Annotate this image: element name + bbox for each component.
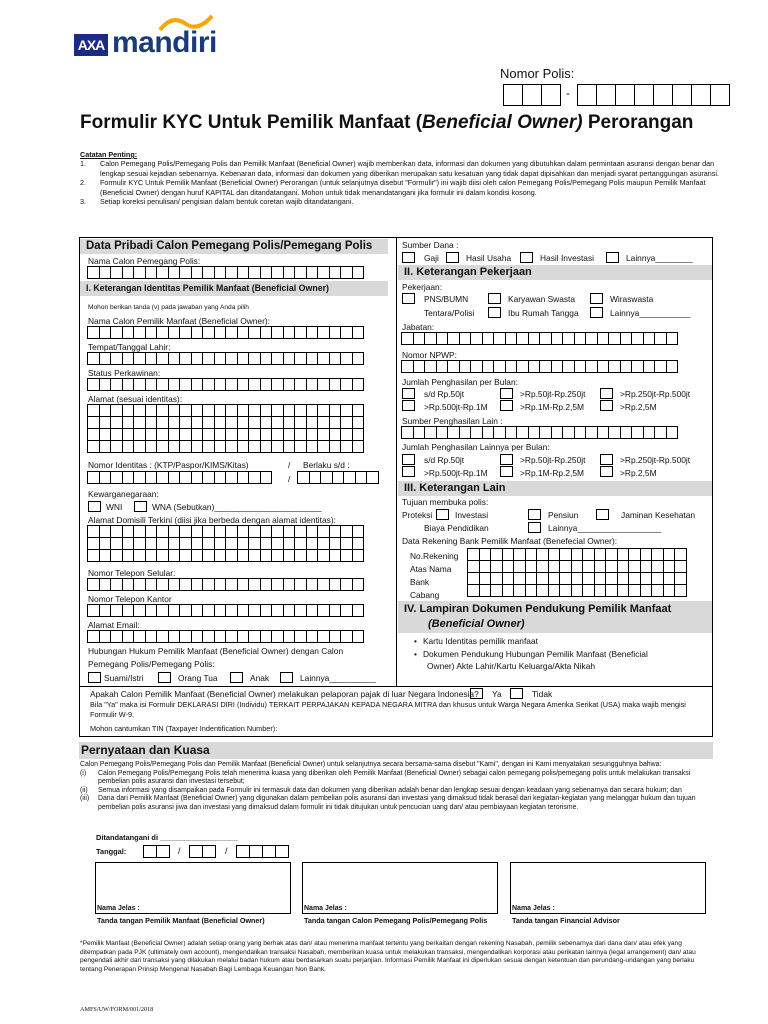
- date-label: Tanggal:: [96, 847, 127, 856]
- section-3-heading: III. Keterangan Lain: [398, 481, 712, 496]
- education-checkbox[interactable]: [528, 522, 541, 533]
- id-slash-2: /: [288, 474, 291, 484]
- name-label-1: Nama Jelas :: [97, 905, 140, 912]
- policy-number-separator: -: [566, 86, 570, 100]
- attachment-support-doc: [414, 649, 648, 659]
- other-income-6-checkbox[interactable]: [600, 466, 613, 477]
- protection-label: Proteksi: [402, 510, 433, 520]
- other-income-5-label: >Rp.1M-Rp.2,5M: [520, 468, 584, 478]
- relationship-label-2: Pemegang Polis/Pemegang Polis:: [88, 659, 215, 669]
- date-sep-1: /: [178, 846, 181, 856]
- signature-caption-1: Tanda tangan Pemilik Manfaat (Beneficial Owner): [97, 916, 265, 925]
- branch-label: Cabang: [410, 590, 440, 600]
- other-income-6-label: >Rp.2,5M: [620, 468, 657, 478]
- other-income-source-label: Sumber Penghasilan Lain :: [402, 416, 503, 426]
- income-6-label: >Rp.2,5M: [620, 402, 657, 412]
- page-title: Formulir KYC Untuk Pemilik Manfaat (Beneficial Owner) Perorangan: [80, 112, 694, 133]
- other-occupation-label: Lainnya___________: [610, 308, 691, 318]
- other-relationship-label: Lainnya__________: [300, 673, 376, 683]
- income-6-checkbox[interactable]: [600, 400, 613, 411]
- position-label: Jabatan:: [402, 322, 435, 332]
- marital-status-label: Status Perkawinan:: [88, 368, 161, 378]
- parent-checkbox[interactable]: [158, 672, 171, 683]
- spouse-label: Suami/Istri: [104, 673, 144, 683]
- section-1-heading: I. Keterangan Identitas Pemilik Manfaat (Beneficial Owner): [80, 281, 388, 296]
- name-label-3: Nama Jelas :: [512, 905, 555, 912]
- income-4-checkbox[interactable]: [402, 400, 415, 411]
- attachment-support-doc-label: Dokumen Pendukung Hubungan Pemilik Manfaat (Beneficial: [422, 649, 648, 659]
- wna-checkbox[interactable]: [134, 501, 147, 512]
- other-income-2-label: >Rp.50jt-Rp.250jt: [520, 455, 586, 465]
- instruction-text: Mohon berikan tanda (v) pada jawaban yang Anda pilih: [88, 304, 249, 311]
- account-number-label: No.Rekening: [410, 551, 459, 561]
- other-income-source-input[interactable]: [402, 427, 678, 439]
- entrepreneur-label: Wiraswasta: [610, 294, 654, 304]
- attachment-support-doc-label-2: Owner) Akte Lahir/Kartu Keluarga/Akta Nikah: [427, 661, 596, 671]
- private-employee-checkbox[interactable]: [488, 293, 501, 304]
- occupation-label: Pekerjaan:: [402, 282, 443, 292]
- id-number-label: Nomor Identitas : (KTP/Paspor/KIMS/Kitas): [88, 460, 249, 470]
- domicile-label: Alamat Domisili Terkini (diisi jika berbeda dengan alamat identitas):: [88, 515, 336, 525]
- housewife-label: Ibu Rumah Tangga: [508, 308, 579, 318]
- char-box[interactable]: [366, 471, 379, 484]
- tax-yes-label: Ya: [492, 689, 502, 699]
- protection-checkbox[interactable]: [436, 509, 449, 520]
- tax-instruction-2: Formulir W-9.: [90, 710, 135, 719]
- date-month-input[interactable]: [190, 845, 216, 858]
- private-employee-label: Karyawan Swasta: [508, 294, 576, 304]
- bank-account-label: Data Rekening Bank Pemilik Manfaat (Benefecial Owner):: [402, 536, 618, 546]
- signature-caption-3: Tanda tangan Financial Advisor: [512, 916, 620, 925]
- tax-question: Apakah Calon Pemilik Manfaat (Beneficial Owner) melakukan pelaporan pajak di luar Negara Indonesia?: [90, 689, 479, 699]
- statement-heading: Pernyataan dan Kuasa: [79, 742, 713, 759]
- attachment-id-card-label: Kartu Identitas pemilik manfaat: [422, 636, 538, 646]
- beneficial-owner-name-input[interactable]: [88, 327, 364, 339]
- account-name-label: Atas Nama: [410, 564, 452, 574]
- wni-checkbox[interactable]: [88, 501, 101, 512]
- mobile-phone-input[interactable]: [88, 579, 364, 591]
- policy-number-boxes-b[interactable]: [578, 84, 730, 106]
- other-purpose-label: Lainnya__________________: [548, 523, 662, 533]
- other-income-1-checkbox[interactable]: [402, 454, 415, 465]
- other-funds-checkbox[interactable]: [606, 252, 619, 263]
- attachment-id-card: [414, 636, 538, 646]
- statement-item: (iii) Dana dari Pemilik Manfaat (Beneficial Owner) yang digunakan dalam pembelian polis asuransi dan investasi yang dimaksud tidak berasal dari kegiatan-kegiatan yang melanggar hukum dan tujuan pembelian polis asuransi jiwa dan investasi yang dimaksud dalam formulir ini tidak ditujukan untuk pencucian uang dan/ atau pembiayaan kegiatan terorisme.: [80, 795, 696, 811]
- tax-no-label: Tidak: [532, 689, 553, 699]
- axa-logo: AXA: [74, 34, 108, 56]
- other-relationship-checkbox[interactable]: [280, 672, 293, 683]
- other-income-2-checkbox[interactable]: [500, 454, 513, 465]
- tin-label: Mohon cantumkan TIN (Taxpayer Indentification Number):: [90, 724, 278, 733]
- income-4-label: >Rp.500jt-Rp.1M: [424, 402, 488, 412]
- other-income-5-checkbox[interactable]: [500, 466, 513, 477]
- beneficial-owner-name-label: Nama Calon Pemilik Manfaat (Beneficial Owner):: [88, 316, 270, 326]
- income-2-label: >Rp.50jt-Rp.250jt: [520, 389, 586, 399]
- pension-checkbox[interactable]: [596, 509, 609, 520]
- housewife-checkbox[interactable]: [590, 307, 603, 318]
- form-code: AMFS/UW/FORM/001/2018: [80, 1006, 154, 1013]
- birth-label: Tempat/Tanggal Lahir:: [88, 342, 171, 352]
- other-income-4-label: >Rp.500jt-Rp.1M: [424, 468, 488, 478]
- note-item: 3. Setiap koreksi penulisan/ pengisian dalam bentuk coretan wajib ditandatangani.: [80, 197, 354, 207]
- parent-label: Orang Tua: [178, 673, 218, 683]
- char-box[interactable]: [352, 578, 365, 591]
- important-notes: [80, 150, 720, 206]
- char-box[interactable]: [352, 266, 365, 279]
- mandiri-logo: mandiri: [112, 26, 217, 59]
- purpose-label: Tujuan membuka polis:: [402, 497, 489, 507]
- other-income-3-label: >Rp.250jt-Rp.500jt: [620, 455, 691, 465]
- note-item: 1. Calon Pemegang Polis/Pemegang Polis dan Pemilik Manfaat (Beneficial Owner) wajib memberikan data, informasi dan dokumen yang dibutuhkan dalam permintaan asuransi dengan benar dan lengkap sesuai kejadian sebenarnya. Kebenaran data, informasi dan dokumen yang diberikan merupakan satu kesatuan yang tidak dapat dipisahkan dan menjadi syarat pertanggungan asuransi.: [80, 159, 719, 178]
- position-input[interactable]: [402, 333, 678, 345]
- branch-input[interactable]: [468, 585, 687, 597]
- income-3-label: >Rp.250jt-Rp.500jt: [620, 389, 691, 399]
- education-label: Biaya Pendidikan: [424, 523, 489, 533]
- health-label: Jaminan Kesehatan: [621, 510, 696, 520]
- citizenship-label: Kewarganegaraan:: [88, 489, 159, 499]
- beneficial-owner-footnote: *Pemilik Manfaat (Beneficial Owner) adalah setiap orang yang berhak atas dan/ atau menerima manfaat tertentu yang berkaitan dengan rekening Nasabah, pemilik sebenarnya dari dana dan/ atau efek yang ditempatkan pada PJK (ultimately own account), mengendalikan transaksi Nasabah, memberikan kuasa untuk melakukan transaksi, mengendalikan korporasi atau perikatan lainnya (legal arrangement) dan/ atau pengendali akhir dari transaksi yang dilakukan melalui badan hukum atau berdasarkan suatu perjanjian. Informasi Pemilik Manfaat ini diperlukan sesuai dengan ketentuan dan perundang-undangan yang berlaku tentang Penerapan Prinsip Mengenal Nasabah Bagi Lembaga Keuangan Non Bank.: [80, 940, 696, 973]
- statement-item: (ii) Semua informasi yang disampaikan pada Formulir ini termasuk data dan dokumen yang diberikan adalah benar dan lengkap sesuai dengan keadaan yang sebenarnya dan secara hukum; dan: [80, 786, 682, 794]
- income-2-checkbox[interactable]: [500, 388, 513, 399]
- npwp-label: Nomor NPWP:: [402, 350, 457, 360]
- statement-item: (i) Calon Pemegang Polis/Pemegang Polis telah menerima kuasa yang diberikan oleh Pemilik Manfaat (Beneficial Owner) sebagai calon pemegang polis/pemegang polis untuk melakukan transaksi pembelian polis asuransi dan investasi tersebut;: [80, 769, 691, 786]
- valid-until-label: Berlaku s/d :: [303, 460, 350, 470]
- bank-label: Bank: [410, 577, 430, 587]
- email-input[interactable]: [88, 631, 364, 643]
- address-input-row[interactable]: [88, 441, 364, 453]
- notes-heading: Catatan Penting:: [80, 150, 138, 159]
- date-sep-2: /: [225, 846, 228, 856]
- investment-income-checkbox[interactable]: [520, 252, 533, 263]
- pns-label: PNS/BUMN: [424, 294, 469, 304]
- signature-caption-2: Tanda tangan Calon Pemegang Polis/Pemegang Polis: [304, 916, 488, 925]
- policy-number-boxes-a[interactable]: [504, 84, 561, 106]
- section-4-title: IV. Lampiran Dokumen Pendukung Pemilik Manfaat: [404, 603, 672, 615]
- name-label-2: Nama Jelas :: [304, 905, 347, 912]
- char-box[interactable]: [352, 630, 365, 643]
- char-box[interactable]: [352, 352, 365, 365]
- char-box[interactable]: [666, 360, 679, 373]
- monthly-income-label: Jumlah Penghasilan per Bulan:: [402, 377, 518, 387]
- char-box[interactable]: [352, 604, 365, 617]
- date-day-input[interactable]: [144, 845, 170, 858]
- section-4-heading: [398, 601, 712, 633]
- note-item: 2. Formulir KYC Untuk Pemilik Manfaat (Beneficial Owner) Perorangan (untuk selanjutnya disebut "Formulir") ini wajib diisi oleh calon Pemegang Polis/Pemegang Polis maupun Pemilik Manfaat (Beneficial Owner) dengan huruf KAPITAL dan ditandatangani. Mohon untuk tidak menandatangani jika formulir ini dalam kondisi kosong.: [80, 178, 706, 197]
- income-5-label: >Rp.1M-Rp.2,5M: [520, 402, 584, 412]
- valid-until-input[interactable]: [298, 472, 379, 484]
- spouse-checkbox[interactable]: [88, 672, 101, 683]
- investment-label: Investasi: [455, 510, 489, 520]
- char-box[interactable]: [674, 584, 687, 597]
- wna-label: WNA (Sebutkan)_______________________: [152, 502, 322, 512]
- business-income-label: Hasil Usaha: [466, 253, 512, 263]
- policy-number-label: Nomor Polis:: [500, 66, 575, 81]
- personal-data-heading: Data Pribadi Calon Pemegang Polis/Pemegang Polis: [80, 239, 388, 254]
- other-funds-label: Lainnya________: [626, 253, 693, 263]
- investment-income-label: Hasil Investasi: [540, 253, 594, 263]
- birth-input[interactable]: [88, 353, 364, 365]
- income-3-checkbox[interactable]: [600, 388, 613, 399]
- tax-yes-checkbox[interactable]: [470, 688, 483, 699]
- policy-holder-name-input[interactable]: [88, 267, 364, 279]
- section-4-subtitle: (Beneficial Owner): [428, 618, 525, 630]
- section-2-heading: II. Keterangan Pekerjaan: [398, 265, 712, 280]
- char-box[interactable]: [352, 326, 365, 339]
- address-label: Alamat (sesuai identitas):: [88, 394, 183, 404]
- salary-label: Gaji: [424, 253, 439, 263]
- id-number-input[interactable]: [88, 472, 272, 484]
- military-label: Tentara/Polisi: [424, 308, 475, 318]
- statement-text: [80, 761, 714, 813]
- policy-holder-name-label: Nama Calon Pemegang Polis:: [88, 256, 201, 266]
- npwp-input[interactable]: [402, 361, 678, 373]
- tax-no-checkbox[interactable]: [510, 688, 523, 699]
- military-checkbox[interactable]: [488, 307, 501, 318]
- income-5-checkbox[interactable]: [500, 400, 513, 411]
- business-income-checkbox[interactable]: [446, 252, 459, 263]
- salary-checkbox[interactable]: [402, 252, 415, 263]
- email-label: Alamat Email:: [88, 620, 140, 630]
- other-income-1-label: s/d Rp.50jt: [424, 455, 465, 465]
- pension-label: Pensiun: [548, 510, 579, 520]
- signed-at-label: Ditandatangani di ___________________: [96, 833, 239, 842]
- source-of-funds-label: Sumber Dana :: [402, 240, 459, 250]
- office-phone-label: Nomor Telepon Kantor: [88, 594, 172, 604]
- date-year-input[interactable]: [237, 845, 289, 858]
- other-income-3-checkbox[interactable]: [600, 454, 613, 465]
- wni-label: WNI: [106, 502, 123, 512]
- other-income-4-checkbox[interactable]: [402, 466, 415, 477]
- other-monthly-income-label: Jumlah Penghasilan Lainnya per Bulan:: [402, 442, 550, 452]
- pns-checkbox[interactable]: [402, 293, 415, 304]
- char-box[interactable]: [666, 426, 679, 439]
- statement-intro: Calon Pemegang Polis/Pemegang Polis dan Pemilik Manfaat (Beneficial Owner) untuk selanjutnya secara bersama-sama disebut "Kami", dengan ini Kami menyatakan sesungguhnya bahwa:: [80, 761, 662, 768]
- tax-instruction: Bila "Ya" maka isi Formulir DEKLARASI DIRI (Individu) TERKAIT PERPAJAKAN KEPADA NEGARA MITRA dan khusus untuk Warga Negara Amerika Serikat (USA) maka wajib mengisi: [90, 700, 686, 709]
- char-box[interactable]: [260, 471, 273, 484]
- char-box[interactable]: [666, 332, 679, 345]
- char-box[interactable]: [352, 440, 365, 453]
- child-label: Anak: [250, 673, 270, 683]
- column-divider: [396, 237, 397, 687]
- domicile-input-row[interactable]: [88, 550, 364, 562]
- id-slash: /: [288, 460, 291, 470]
- entrepreneur-checkbox[interactable]: [590, 293, 603, 304]
- char-box[interactable]: [352, 549, 365, 562]
- mobile-phone-label: Nomor Telepon Selular:: [88, 568, 176, 578]
- income-1-checkbox[interactable]: [402, 388, 415, 399]
- child-checkbox[interactable]: [230, 672, 243, 683]
- marital-status-input[interactable]: [88, 379, 364, 391]
- relationship-label: Hubungan Hukum Pemilik Manfaat (Beneficial Owner) dengan Calon: [88, 646, 344, 656]
- char-box[interactable]: [352, 378, 365, 391]
- investment-checkbox[interactable]: [528, 509, 541, 520]
- income-1-label: s/d Rp.50jt: [424, 389, 465, 399]
- office-phone-input[interactable]: [88, 605, 364, 617]
